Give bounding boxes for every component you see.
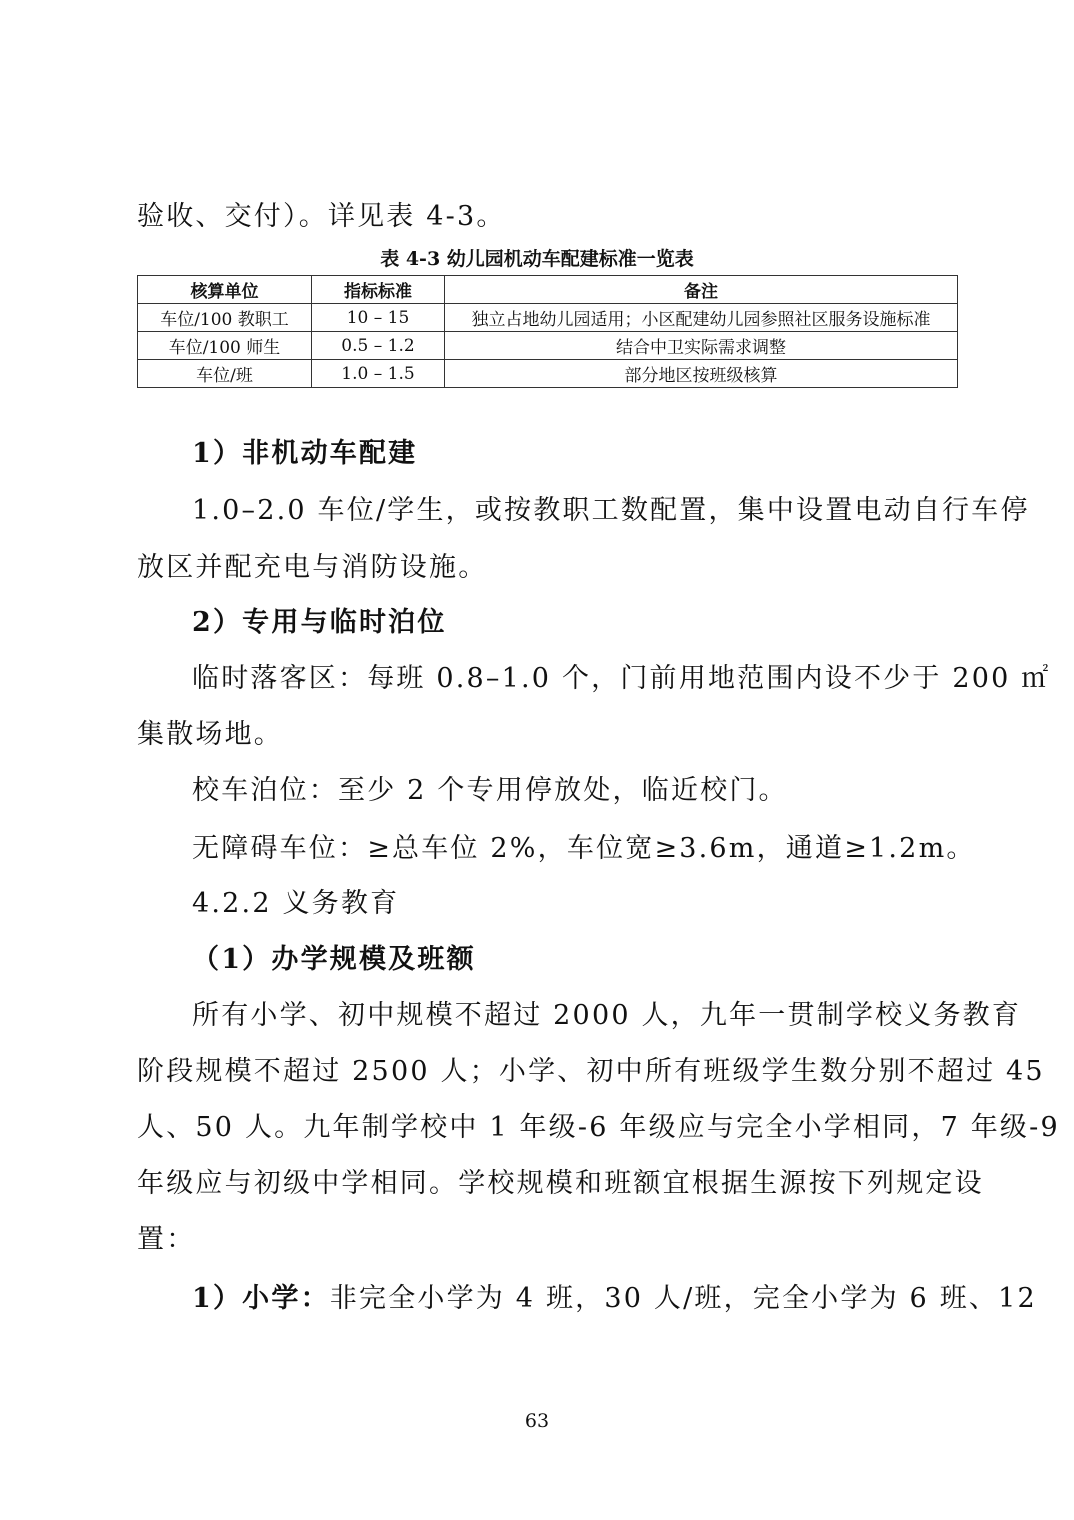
table-cell: 0.5 – 1.2 [312, 332, 445, 360]
paragraph-line: 所有小学、初中规模不超过 2000 人，九年一贯制学校义务教育 [192, 1000, 1022, 1031]
section-heading-non-motor: 1）非机动车配建 [192, 438, 418, 469]
table-cell: 车位/100 教职工 [138, 304, 312, 332]
table-header-row [138, 276, 958, 304]
paragraph-line: 1.0–2.0 车位/学生，或按教职工数配置，集中设置电动自行车停 [192, 495, 1030, 526]
paragraph-line: 放区并配充电与消防设施。 [137, 552, 488, 583]
paragraph-line: 无障碍车位：≥总车位 2%，车位宽≥3.6m，通道≥1.2m。 [192, 833, 976, 864]
table-header-cell: 核算单位 [138, 276, 312, 304]
paragraph-line: 校车泊位：至少 2 个专用停放处，临近校门。 [192, 775, 788, 806]
paragraph-line: 临时落客区：每班 0.8–1.0 个，门前用地范围内设不少于 200 ㎡ [192, 663, 1051, 694]
table-cell: 结合中卫实际需求调整 [445, 332, 958, 360]
table-row [138, 332, 958, 360]
table-caption: 表 4-3 幼儿园机动车配建标准一览表 [380, 248, 694, 270]
table-header-cell: 备注 [445, 276, 958, 304]
paragraph-line: 人、50 人。九年制学校中 1 年级-6 年级应与完全小学相同，7 年级-9 [137, 1112, 1060, 1143]
table-cell: 1.0 – 1.5 [312, 360, 445, 388]
table-cell: 10 – 15 [312, 304, 445, 332]
paragraph-line: 置： [137, 1224, 196, 1255]
parking-standard-table [137, 275, 958, 388]
table-header-cell: 指标标准 [312, 276, 445, 304]
primary-school-text: 非完全小学为 4 班，30 人/班，完全小学为 6 班、12 [329, 1283, 1037, 1314]
table-cell: 车位/班 [138, 360, 312, 388]
paragraph-line: 阶段规模不超过 2500 人；小学、初中所有班级学生数分别不超过 45 [137, 1056, 1045, 1087]
paragraph-line: 年级应与初级中学相同。学校规模和班额宜根据生源按下列规定设 [137, 1168, 984, 1199]
table-cell: 车位/100 师生 [138, 332, 312, 360]
page-number: 63 [524, 1410, 550, 1432]
primary-school-label: 1）小学： [192, 1283, 330, 1314]
paragraph-line [192, 1282, 1037, 1316]
intro-line: 验收、交付）。详见表 4-3。 [137, 201, 506, 232]
paragraph-line: 集散场地。 [137, 719, 283, 750]
section-heading-dedicated-parking: 2）专用与临时泊位 [192, 607, 447, 638]
section-heading-compulsory-education: 4.2.2 义务教育 [192, 888, 400, 919]
table-cell: 部分地区按班级核算 [445, 360, 958, 388]
table-row [138, 360, 958, 388]
table-cell: 独立占地幼儿园适用；小区配建幼儿园参照社区服务设施标准 [445, 304, 958, 332]
table-row [138, 304, 958, 332]
subsection-heading: （1）办学规模及班额 [192, 944, 476, 975]
